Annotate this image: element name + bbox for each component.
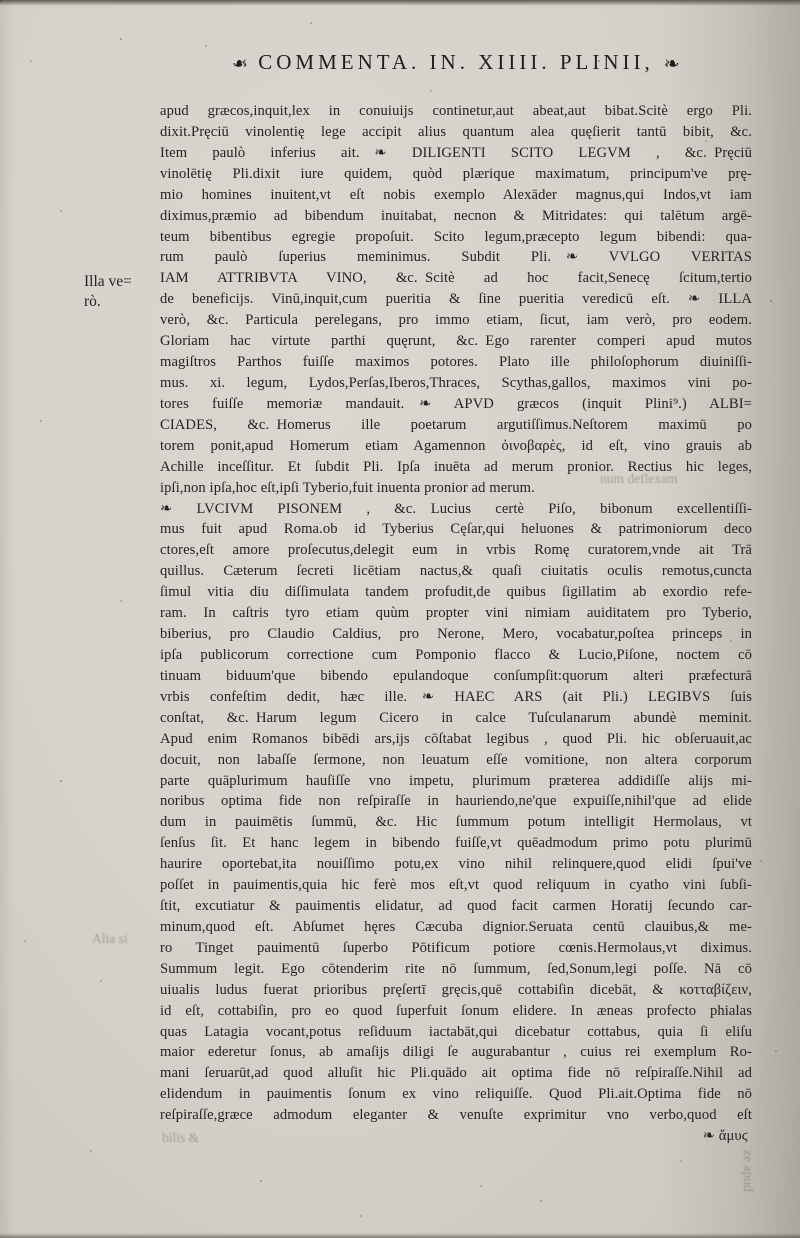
text-line: vinolētię Pli.dixit iure quidem, quòd plærique maximatum, principum've prę-	[160, 165, 752, 182]
text-line: ſimul vitia diu diſſimulata tandem profudit,de quibus ſigillatim ab exordio refe-	[160, 584, 752, 601]
text-line: mus. xi. legum, Lydos,Perſas,Iberos,Thraces, Scythas,gallos, maximos vini po-	[160, 374, 752, 391]
margin-note	[84, 272, 162, 312]
margin-note-line: Illa ve=	[84, 273, 132, 290]
text-line: apud græcos,inquit,lex in conuiuijs continetur,aut abeat,aut bibat.Scitè ergo Pli.	[160, 103, 752, 119]
text-line: id eſt, cottabiſin, pro eo quod ſuperfuit ſonum elidere. In æneas profecto phialas	[160, 1002, 752, 1019]
text-line: Item paulò inferius ait. ❧ DILIGENTI SCITO LEGVM , &c. Pręciū	[160, 144, 752, 161]
text-line: ❧ LVCIVM PISONEM , &c. Lucius certè Piſo, bibonum excellentiſſi-	[160, 500, 752, 517]
ghost-showthrough-text: ze apud	[741, 1150, 756, 1192]
text-line: ram. In caſtris tyro etiam quùm propter vini nimiam auiditatem pro Tyberio,	[160, 605, 752, 622]
text-line: ctores,eſt amore proſecutus,delegit eum in vrbis Romę curatorem,vnde ait Trā	[160, 542, 752, 559]
text-line: conſtat, &c. Harum legum Cicero in calce Tuſculanarum abundè meminit.	[160, 709, 752, 726]
text-line: parte quāplurimum hauſiſſe vno impetu, plurimum præterea addidiſſe alijs mi-	[160, 772, 752, 789]
ghost-showthrough-text: num deflexam	[600, 471, 678, 486]
text-line: quillus. Cæterum ſecreti licētiam nactus,& quaſi ciuitatis oculis remotus,cuncta	[160, 563, 752, 580]
text-line: Apud enim Romanos bibēdi ars,ijs cōſtabat legibus , quod Pli. hic obſeruauit,ac	[160, 730, 752, 747]
text-line: mio homines inuitent,vt eſt nobis exemplo Alexāder magnus,qui Indos,vt iam	[160, 186, 752, 203]
running-title-text: COMMENTA. IN. XIIII. PLINII,	[258, 50, 654, 74]
text-line: vrbis confeſtim dedit, hæc ille. ❧ HAEC ARS (ait Pli.) LEGIBVS ſuis	[160, 688, 752, 705]
text-line: quas Latagia vocant,potus reſiduum iactabāt,qui dicebatur cottabus, quia ſi eliſu	[160, 1023, 752, 1040]
text-line: IAM ATTRIBVTA VINO, &c. Scitè ad hoc facit,Senecę ſcitum,tertio	[160, 270, 752, 287]
text-line: Summum legit. Ego cōtenderim rite nō ſummum, ſed,Sonum,legi poſſe. Nā cō	[160, 960, 752, 977]
text-line: rum paulò ſuperius meminimus. Subdit Pli. ❧ VVLGO VERITAS	[160, 249, 752, 266]
text-line: verò, &c. Particula perelegans, pro immo etiam, ſicut, iam verò, pro eodem.	[160, 312, 752, 329]
text-line: reſpiraſſe,græce admodum eleganter & venuſte exprimitur vno verbo,quod eſt	[160, 1107, 752, 1124]
fleuron-icon: ❧	[663, 54, 680, 75]
text-line: dixit.Pręciū vinolentię lege accipit alius quantum alea quęſierit tantū bibit, &c.	[160, 123, 752, 140]
fleuron-icon: ❧	[232, 54, 249, 75]
ghost-showthrough-text: bilis &	[162, 1130, 200, 1145]
text-line: Gloriam hac virtute parthi quęrunt, &c. Ego rarenter comperi apud mutos	[160, 333, 752, 350]
text-line: minum,quod eſt. Abſumet hęres Cæcuba dignior.Seruata centū clauibus,& me-	[160, 918, 752, 935]
text-line: diximus,præmio ad bibendum inuitabat, necnon & Mitridates: qui talētum argē-	[160, 207, 752, 224]
text-line: de beneficijs. Vinū,inquit,cum pueritia & ſine pueritia veredicū eſt. ❧ ILLA	[160, 291, 752, 308]
text-line: ſenſus ſit. Et hanc legem in bibendo fuiſſe,vt quēadmodum primo potu plurimū	[160, 835, 752, 852]
catchword: ❧ ἄμυϛ	[702, 1128, 748, 1145]
text-line: mani ſeruarūt,ad quod alluſit hic Pli.quādo ait optima fide nō reſpiraſſe.Nihil ad	[160, 1065, 752, 1082]
text-line: torem ponit,apud Homerum etiam Agamennon ὀινοβαρὲς, id eſt, vino grauis ab	[160, 437, 752, 454]
text-line: noribus optima fide non reſpiraſſe in hauriendo,ne'que expuiſſe,nihil'que ad elide	[160, 793, 752, 810]
text-line: tinuam biduum'que bibendo epulandoque conſumpſit:quorum alteri præfecturā	[160, 667, 752, 684]
text-line: maior ederetur ſonus, ab amaſijs diligi ſe augurabantur , cuius rei exemplum Ro-	[160, 1044, 752, 1061]
text-line: docuit, non labaſſe ſermone, non leuatum eſſe vomitione, non altera corporum	[160, 751, 752, 768]
text-line: biberius, pro Claudio Caldius, pro Nerone, Mero, vocabatur,poſtea princeps in	[160, 626, 752, 643]
text-line: dum in pauimētis ſummū, &c. Hic ſummum potum intelligit Hermolaus, vt	[160, 814, 752, 831]
text-line: elidendum in pauimentis ſonum ex vino reliquiſſe. Quod Pli.ait.Optima fide nō	[160, 1086, 752, 1103]
running-title	[160, 50, 752, 75]
text-line: mus fuit apud Roma.ob id Tyberius Cęſar,qui heluones & patrimoniorum deco	[160, 521, 752, 538]
text-line: ipſi,non ipſa,hoc eſt,ipſi Tyberio,fuit inuenta pronior ad merum.	[160, 479, 535, 496]
text-line: teum bibentibus egregie propoſuit. Scito legum,præcepto legum bibendi: qua-	[160, 228, 752, 245]
margin-note-line: rò.	[84, 293, 101, 310]
text-line: CIADES, &c. Homerus ille poetarum argutiſſimus.Neſtorem maximū po	[160, 416, 752, 433]
text-line: uiualis ludus fuerat prioribus pręſertī gręcis,quē cottabiſin dicebāt, & κοτταβίζειν,	[160, 981, 752, 998]
text-line: haurire oportebat,ita nouiſſimo potu,ex vino nihil relinquere,quod elidi ſpui've	[160, 856, 752, 873]
text-line: tores fuiſſe memoriæ mandauit. ❧ APVD græcos (inquit Plini⁹.) ALBI=	[160, 395, 752, 412]
text-line: magiſtros Parthos fuiſſe maximos potores. Plato ille philoſophorum diuiniſſi-	[160, 354, 752, 371]
ghost-showthrough-text: Alia si	[92, 931, 128, 946]
text-line: ipſa publicorum correctione cum Pomponio flacco & Lucio,Piſone, noctem cō	[160, 646, 752, 663]
text-line: Achille inceſſitur. Et ſubdit Pli. Ipſa inuēta ad merum pronior. Rectius hic leges,	[160, 458, 752, 475]
text-block	[160, 101, 752, 1147]
paper-specks	[0, 0, 2, 2]
text-line: poſſet in pauimentis,quia hic ferè mos eſt,vt quod reliquum in cyatho vini ſubſi-	[160, 877, 752, 894]
text-line: ſtit, excutiatur & pauimentis elidatur, ad quod facit carmen Horatij ſecundo car-	[160, 898, 752, 915]
text-line: ro Tinget pauimentū ſuperbo Pōtificum potiore cœnis.Hermolaus,vt diximus.	[160, 939, 752, 956]
